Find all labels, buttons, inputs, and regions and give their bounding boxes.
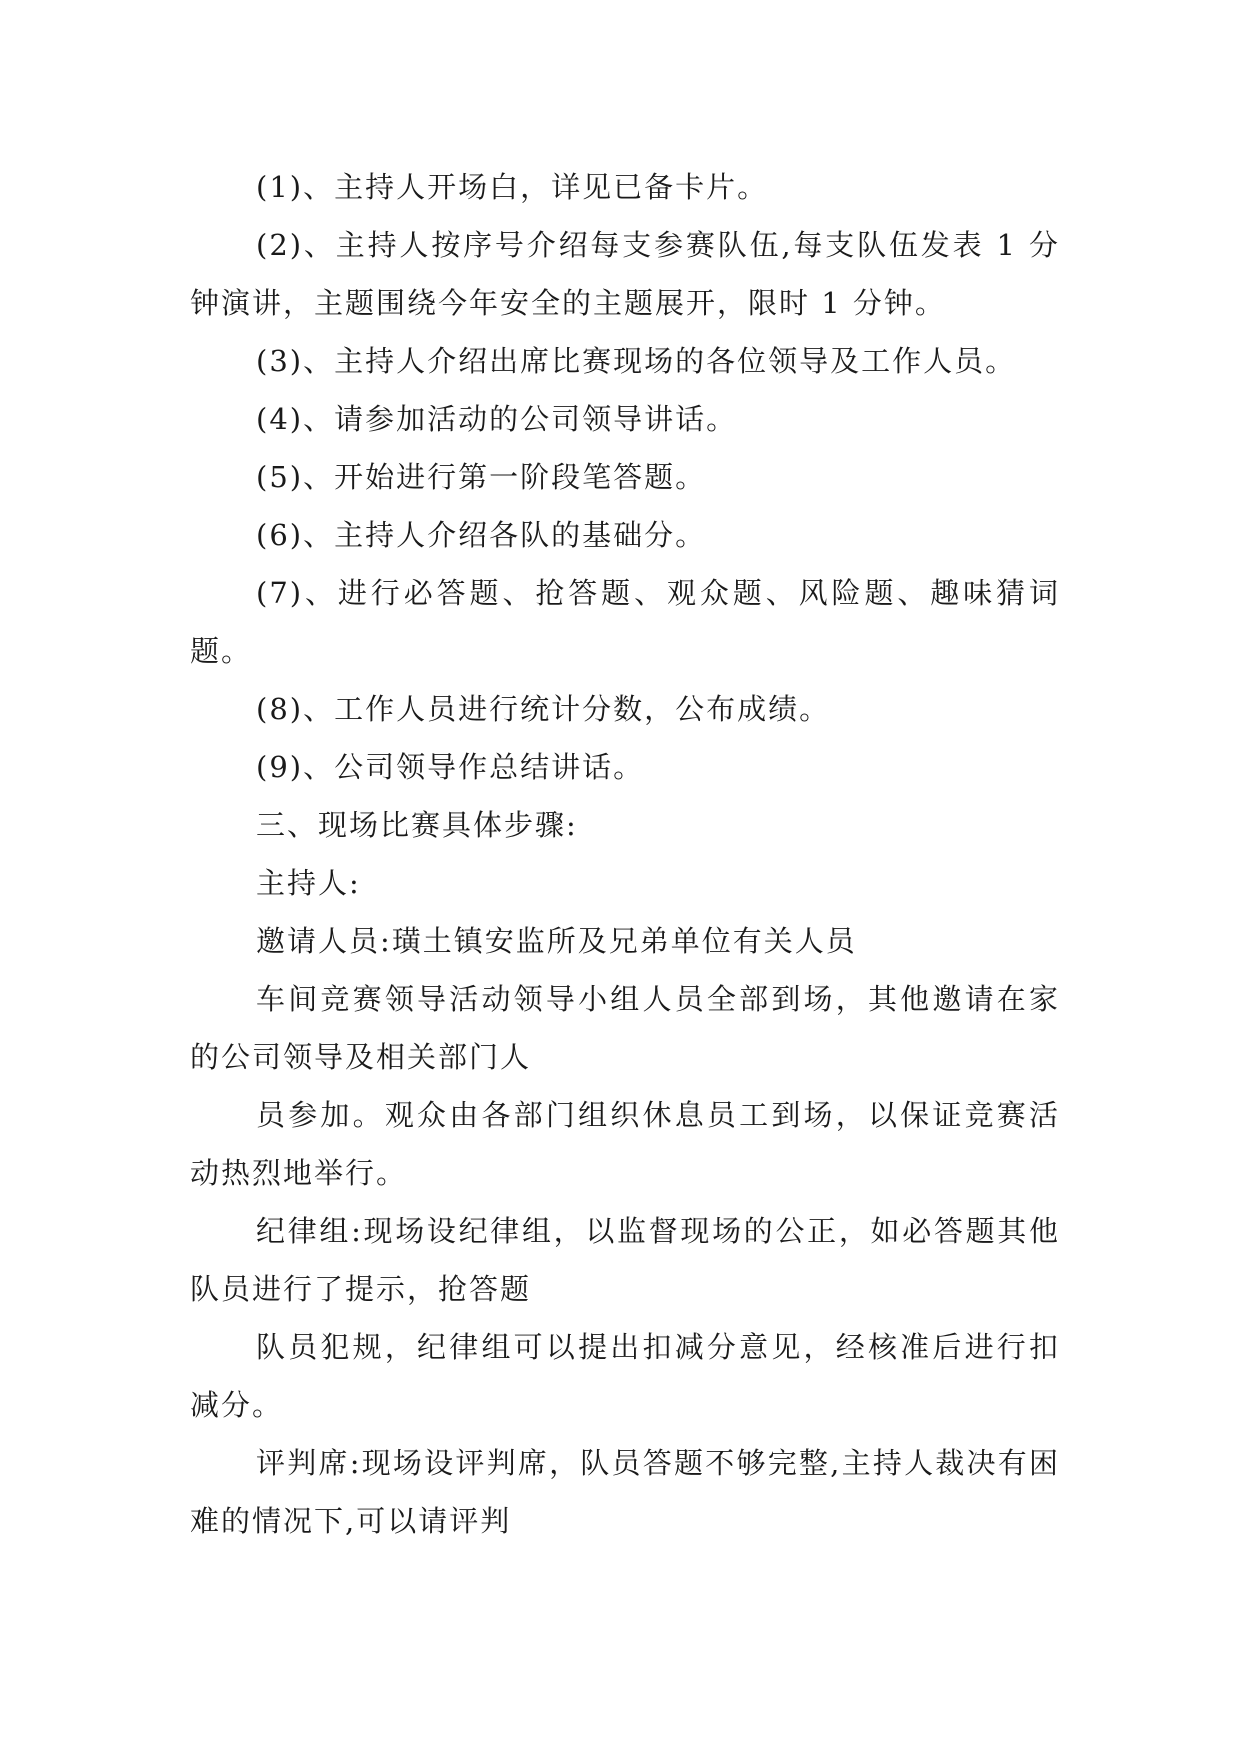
paragraph-judges: 评判席:现场设评判席，队员答题不够完整,主持人裁决有困难的情况下,可以请评判 [190, 1446, 1060, 1538]
paragraph-step-5: (5)、开始进行第一阶段笔答题。 [256, 460, 707, 494]
document-body [190, 158, 1060, 1550]
paragraph-step-6: (6)、主持人介绍各队的基础分。 [256, 518, 707, 552]
paragraph-step-4: (4)、请参加活动的公司领导讲话。 [256, 402, 738, 436]
section-heading: 三、现场比赛具体步骤: [256, 808, 578, 842]
paragraph-step-3: (3)、主持人介绍出席比赛现场的各位领导及工作人员。 [256, 344, 1017, 378]
paragraph-step-2: (2)、主持人按序号介绍每支参赛队伍,每支队伍发表 1 分钟演讲，主题围绕今年安全的主题展开，限时 1 分钟。 [190, 228, 1060, 320]
paragraph-step-9: (9)、公司领导作总结讲话。 [256, 750, 645, 784]
paragraph-step-7: (7)、进行必答题、抢答题、观众题、风险题、趣味猜词题。 [190, 576, 1060, 668]
paragraph-discipline-penalty: 队员犯规，纪律组可以提出扣减分意见，经核准后进行扣减分。 [190, 1330, 1060, 1422]
paragraph-leadership: 车间竞赛领导活动领导小组人员全部到场，其他邀请在家的公司领导及相关部门人 [190, 982, 1060, 1074]
paragraph-invitees: 邀请人员:璜土镇安监所及兄弟单位有关人员 [256, 924, 857, 958]
paragraph-discipline-group: 纪律组:现场设纪律组，以监督现场的公正，如必答题其他队员进行了提示，抢答题 [190, 1214, 1060, 1306]
paragraph-step-1: (1)、主持人开场白，详见已备卡片。 [256, 170, 769, 204]
paragraph-audience: 员参加。观众由各部门组织休息员工到场，以保证竞赛活动热烈地举行。 [190, 1098, 1060, 1190]
paragraph-host: 主持人: [256, 866, 361, 900]
paragraph-step-8: (8)、工作人员进行统计分数，公布成绩。 [256, 692, 831, 726]
